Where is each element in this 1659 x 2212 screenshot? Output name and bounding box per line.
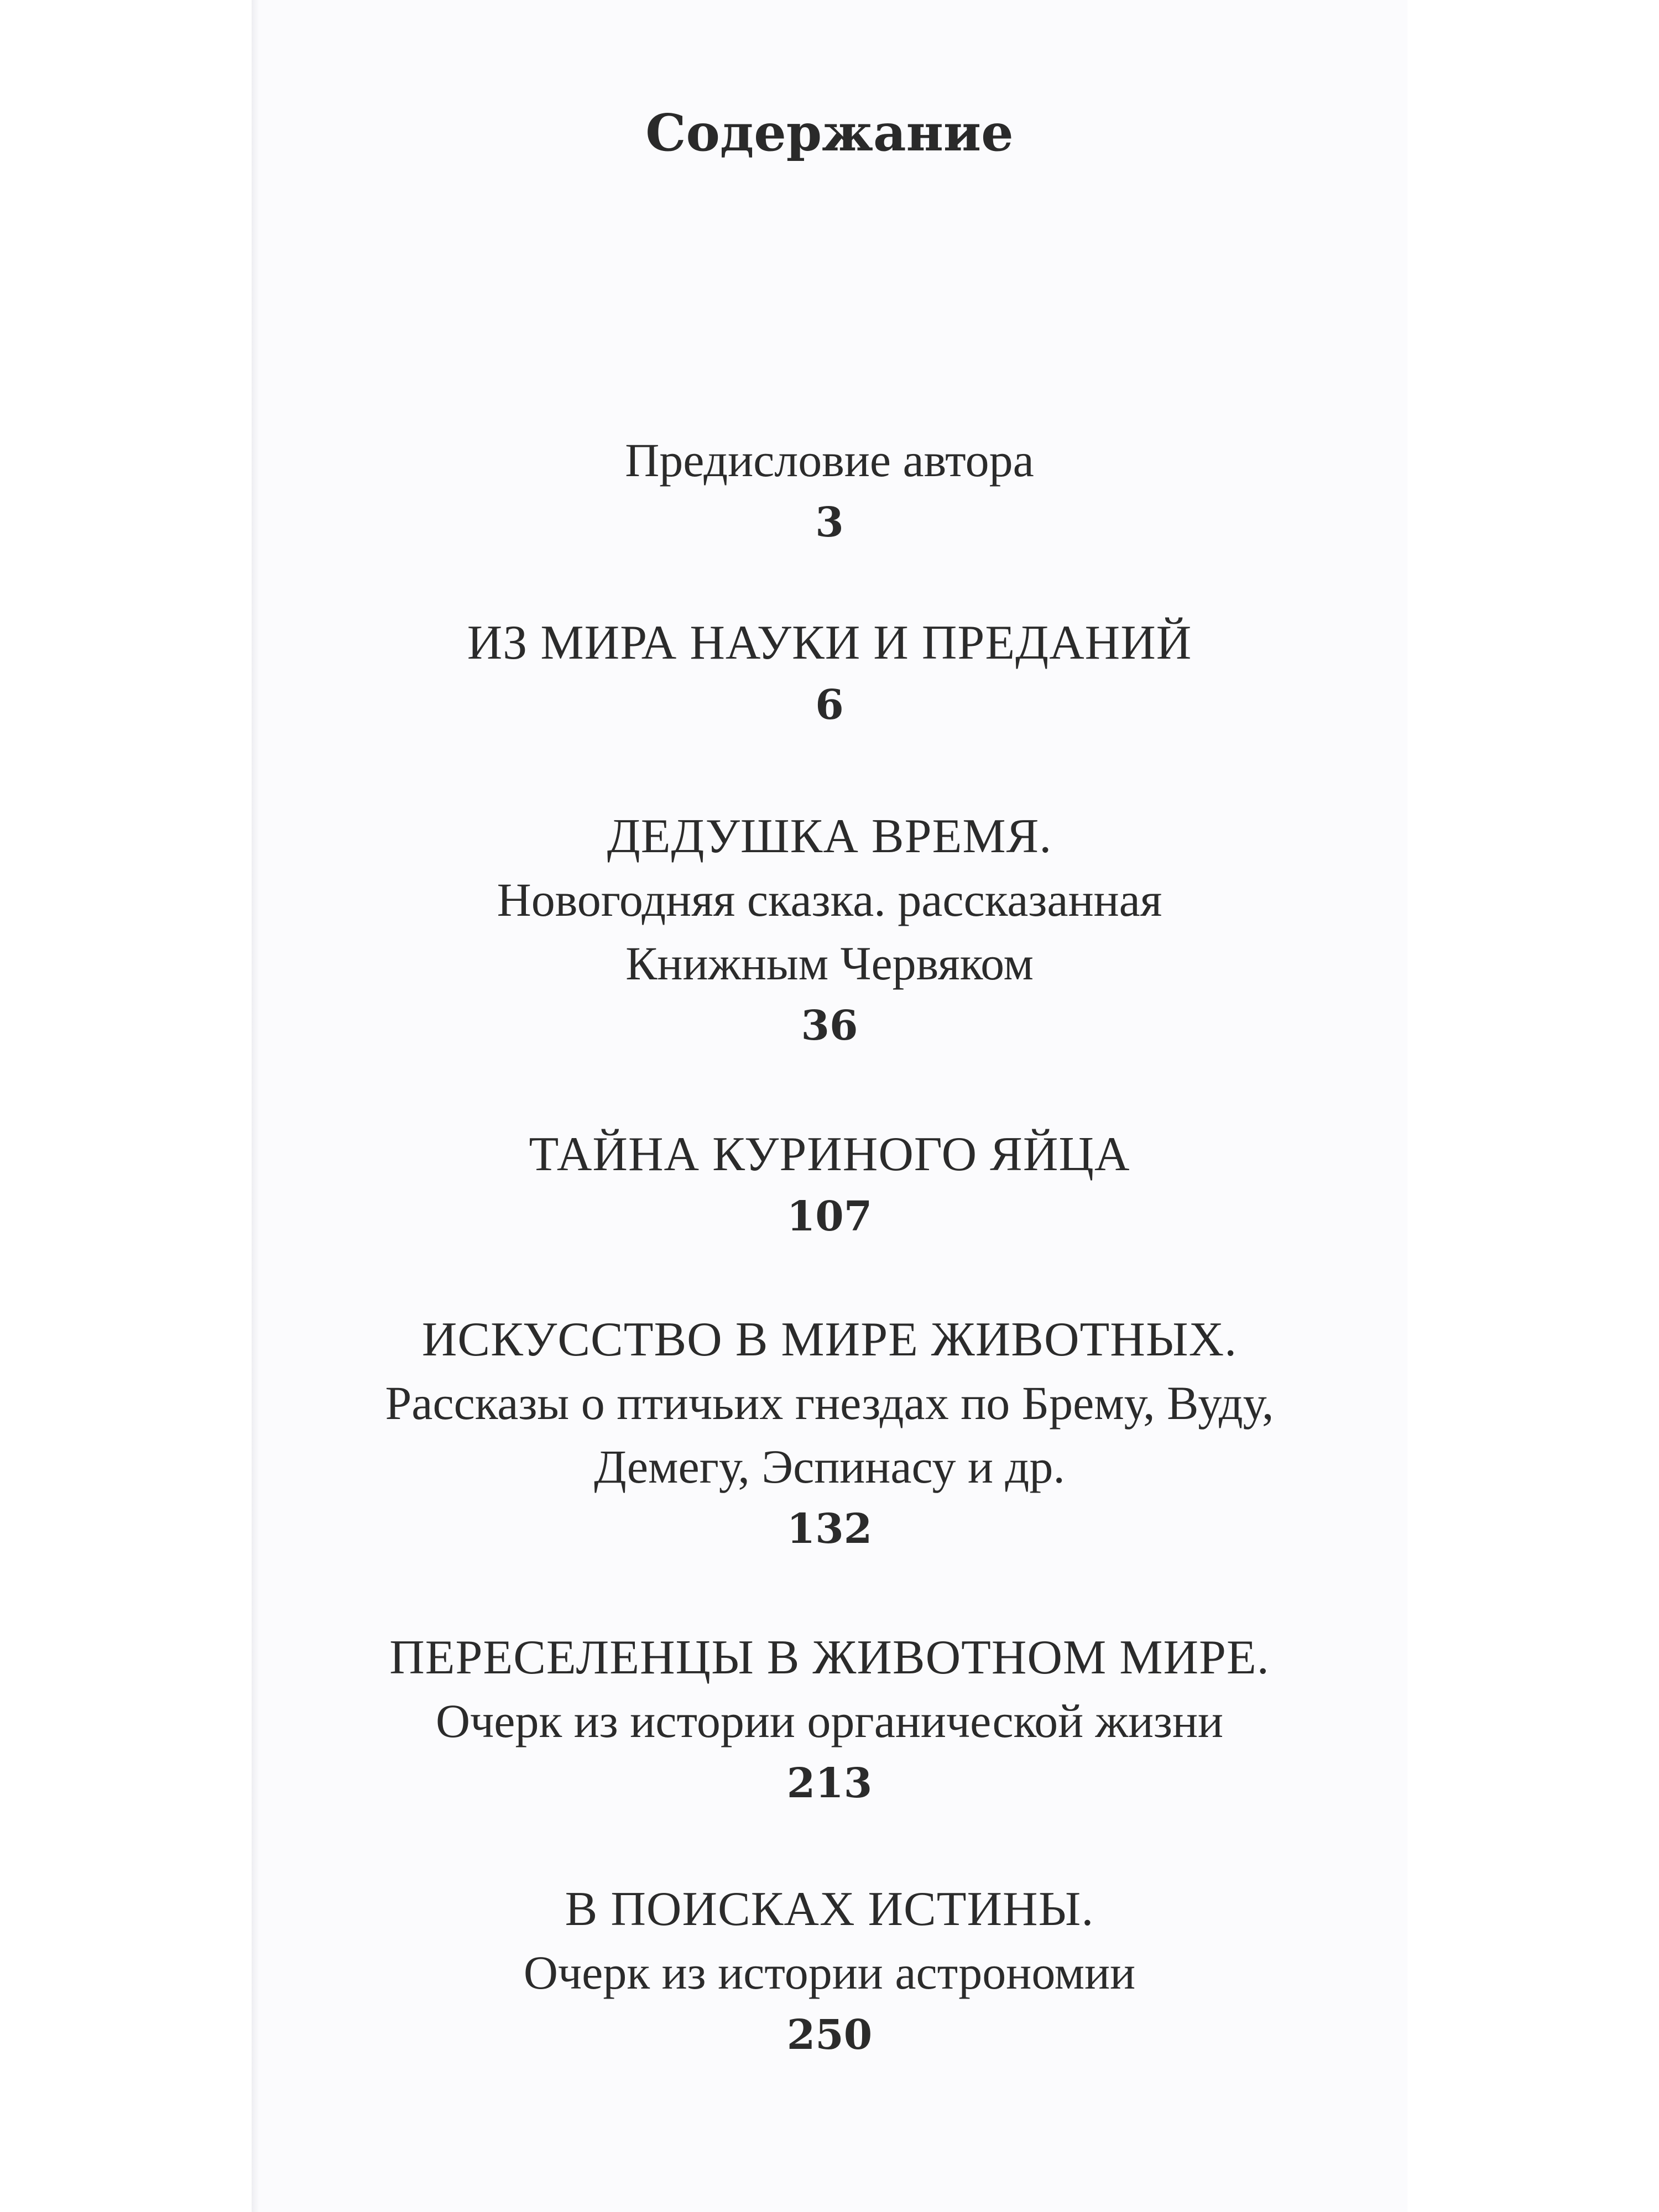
toc-entry-title: ПЕРЕСЕЛЕНЦЫ В ЖИВОТНОМ МИРЕ.	[389, 1631, 1270, 1684]
toc-entry-chicken-egg	[0, 1123, 1659, 1247]
toc-entry-subtitle: Демегу, Эспинасу и др.	[594, 1440, 1065, 1493]
toc-entry-grandfather-time	[0, 805, 1659, 1056]
toc-entry-migrants	[0, 1626, 1659, 1814]
toc-entry-subtitle: Рассказы о птичьих гнездах по Брему, Вуду,	[385, 1376, 1274, 1430]
toc-heading: Содержание	[645, 103, 1014, 163]
toc-entry-science-legends	[0, 611, 1659, 735]
toc-entry-page: 250	[786, 2011, 873, 2059]
toc-entry-page: 3	[815, 499, 844, 546]
toc-entry-title: ДЕДУШКА ВРЕМЯ.	[607, 810, 1052, 863]
toc-entry-page: 6	[815, 681, 844, 729]
toc-entry-page: 213	[786, 1760, 873, 1807]
toc-entry-subtitle: Очерк из истории органической жизни	[435, 1694, 1224, 1747]
toc-entry-subtitle: Книжным Червяком	[625, 937, 1034, 990]
toc-entry-subtitle: Очерк из истории астрономии	[523, 1946, 1136, 1999]
toc-entry-preface	[0, 429, 1659, 553]
toc-entry-title: ИЗ МИРА НАУКИ И ПРЕДАНИЙ	[467, 616, 1192, 670]
toc-entry-subtitle: Новогодняя сказка. рассказанная	[497, 873, 1162, 926]
toc-entry-title: Предисловие автора	[625, 434, 1034, 487]
toc-entry-page: 107	[786, 1193, 873, 1240]
toc-entry-art-animals	[0, 1308, 1659, 1559]
toc-entry-search-truth	[0, 1877, 1659, 2065]
toc-entry-title: ИСКУССТВО В МИРЕ ЖИВОТНЫХ.	[421, 1313, 1238, 1366]
toc-entry-page: 132	[786, 1505, 873, 1553]
toc-entry-page: 36	[801, 1002, 858, 1050]
toc-entry-title: ТАЙНА КУРИНОГО ЯЙЦА	[529, 1128, 1130, 1181]
toc-entry-title: В ПОИСКАХ ИСТИНЫ.	[565, 1882, 1094, 1936]
